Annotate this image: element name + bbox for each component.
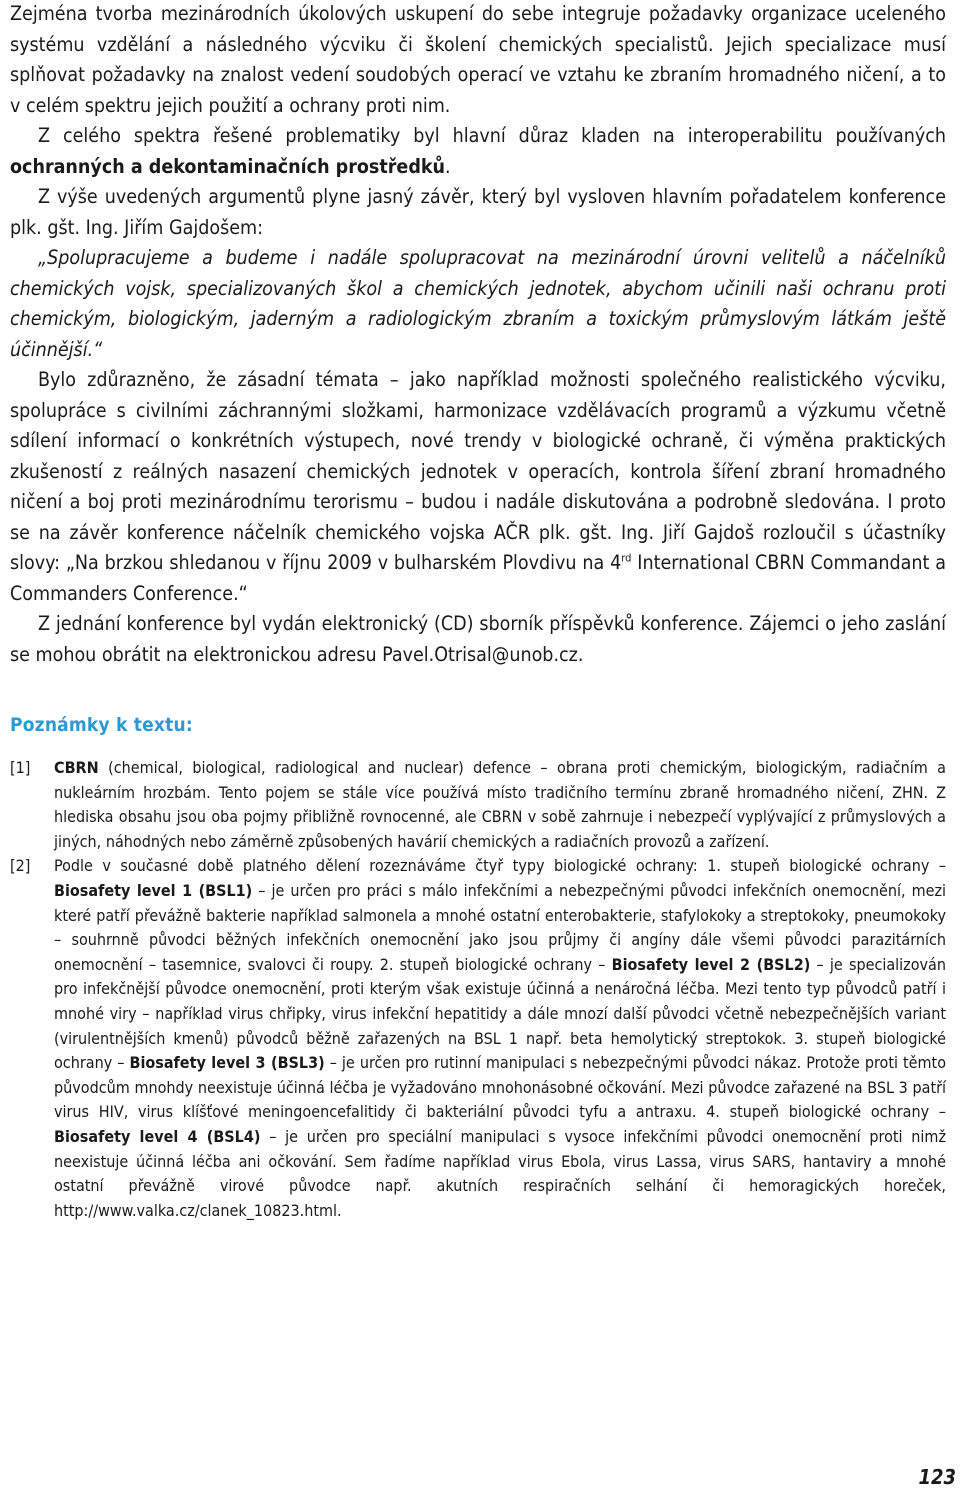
note-1-number: [1] xyxy=(10,758,31,777)
paragraph-5: Z jednání konference byl vydán elektronický (CD) sborník příspěvků konference. Zájemci o jeho zaslání se mohou obrátit na elektronickou adresu Pavel.Otrisal@unob.cz. xyxy=(10,612,946,666)
note-2-bsl4: Biosafety level 4 (BSL4) xyxy=(54,1126,261,1146)
paragraph-2-text: Z celého spektra řešené problematiky byl hlavní důraz kladen na interoperabilitu používaných xyxy=(38,124,946,147)
page xyxy=(10,0,946,1223)
note-2-bsl2: Biosafety level 2 (BSL2) xyxy=(611,954,811,974)
note-2-part-1: Podle v současné době platného dělení rozeznáváme čtyř typy biologické ochrany: 1. stupeň biologické ochrany – xyxy=(54,856,946,876)
note-1-text xyxy=(54,756,946,854)
paragraph-3: Z výše uvedených argumentů plyne jasný závěr, který byl vysloven hlavním pořadatelem konference plk. gšt. Ing. Jiřím Gajdošem: xyxy=(10,185,946,239)
main-text xyxy=(10,0,946,670)
ordinal-superscript: rd xyxy=(621,551,632,565)
paragraph-4-text: Bylo zdůrazněno, že zásadní témata – jako například možnosti společného realistického výcviku, spolupráce s civilními záchrannými složkami, harmonizace vzdělávacích programů a výzkumu včetně sdílení informací o konkrétních výstupech, nové trendy v biologické ochraně, či výměna praktických zkušeností z reálných nasazení chemických jednotek v operacích, kontrola šíření zbraní hromadného ničení a boj proti mezinárodnímu terorismu – budou i nadále diskutována a podrobně sledována. I proto se na závěr konference náčelník chemického vojska AČR plk. gšt. Ing. Jiří Gajdoš rozloučil s účastníky slovy: „Na brzkou shledanou v říjnu 2009 v bulharském Plovdivu na 4 xyxy=(10,368,946,574)
notes-heading: Poznámky k textu: xyxy=(10,714,193,736)
note-2-number: [2] xyxy=(10,856,31,876)
paragraph-2-bold: ochranných a dekontaminačních prostředků xyxy=(10,154,446,178)
quote-paragraph: „Spolupracujeme a budeme i nadále spolupracovat na mezinárodní úrovni velitelů a náčelníků chemických vojsk, specializovaných škol a chemických jednotek, abychom učinili naši ochranu proti chemickým, biologickým, jaderným a radiologickým zbraním a toxickým průmyslovým látkám ještě účinnější.“ xyxy=(10,246,946,361)
paragraph-1: Zejména tvorba mezinárodních úkolových uskupení do sebe integruje požadavky organizace uceleného systému vzdělání a následného výcviku či školení chemických specialistů. Jejich specializace musí splňovat požadavky na znalost vedení soudobých operací ve vztahu ke zbraním hromadného ničení, a to v celém spektru jejich použití a ochrany proti nim. xyxy=(10,2,946,117)
notes-list xyxy=(10,756,946,1223)
paragraph-4-end: International CBRN Commandant a Commanders Conference.“ xyxy=(10,551,946,605)
note-1-body: (chemical, biological, radiological and nuclear) defence – obrana proti chemickým, biologickým, radiačním a nukleárním hrozbám. Tento pojem se stále více používá místo tradičního termínu zbraně hromadného ničení, ZHN. Z hlediska obsahu jsou oba pojmy přibližně rovnocenné, ale CBRN v sobě zahrnuje i nebezpečí vyplývající z průmyslových a jiných, náhodných nebo záměrně způsobených havárií chemických a radiačních provozů a zařízení. xyxy=(54,758,946,851)
note-2-bsl1: Biosafety level 1 (BSL1) xyxy=(54,880,253,900)
note-2-part-3: – je specializován pro infekčnější původce onemocnění, proti kterým však existuje účinná a nenáročná léčba. Mezi tento typ původců patří i mnohé viry – například virus chřipky, virus infekční hepatitidy a dále mnozí další původci včetně nebezpečnějších variant (virulentnějších kmenů) původců běžně zařazených na BSL 1 např. beta hemolytický streptokok. 3. stupeň biologické ochrany – xyxy=(54,954,947,1073)
note-2-part-2: – je určen pro práci s málo infekčními a nebezpečnými původci infekčních onemocnění, mezi které patří převážně bakterie například salmonela a mnohé ostatní enterobakterie, stafylokoky a streptokoky, pneumokoky – souhrnně původci běžných infekčních onemocnění jako jsou průjmy či angíny dále všemi původci parazitárních onemocnění – tasemnice, svalovci či roupy. 2. stupeň biologické ochrany – xyxy=(54,880,947,974)
note-1-term: CBRN xyxy=(54,758,99,777)
note-2-part-5: – je určen pro speciální manipulaci s vysoce infekčními původci onemocnění proti nimž neexistuje účinná léčba ani očkování. Sem řadíme například virus Ebola, virus Lassa, virus SARS, hantaviry a mnohé ostatní převážně virové původce např. akutních respiračních selhání či hemoragických horeček, http://www.valka.cz/clanek_10823.html. xyxy=(54,1126,947,1220)
paragraph-2 xyxy=(10,121,946,182)
paragraph-2-end: . xyxy=(445,154,451,178)
note-2-bsl3: Biosafety level 3 (BSL3) xyxy=(129,1053,325,1073)
note-2-text xyxy=(54,854,946,1223)
note-2 xyxy=(10,854,946,1223)
note-2-part-4: – je určen pro rutinní manipulaci s nebezpečnými původci nákaz. Protože proti těmto původcům mnohdy neexistuje účinná léčba je vyžadováno mnohonásobné očkování. Mezi původce zařazené na BSL 3 patří virus HIV, virus klíšťové meningoencefalitidy či bakteriální původci tyfu a antraxu. 4. stupeň biologické ochrany – xyxy=(54,1053,946,1122)
page-number: 123 xyxy=(918,1465,956,1489)
paragraph-4 xyxy=(10,365,946,609)
note-1 xyxy=(10,756,946,854)
